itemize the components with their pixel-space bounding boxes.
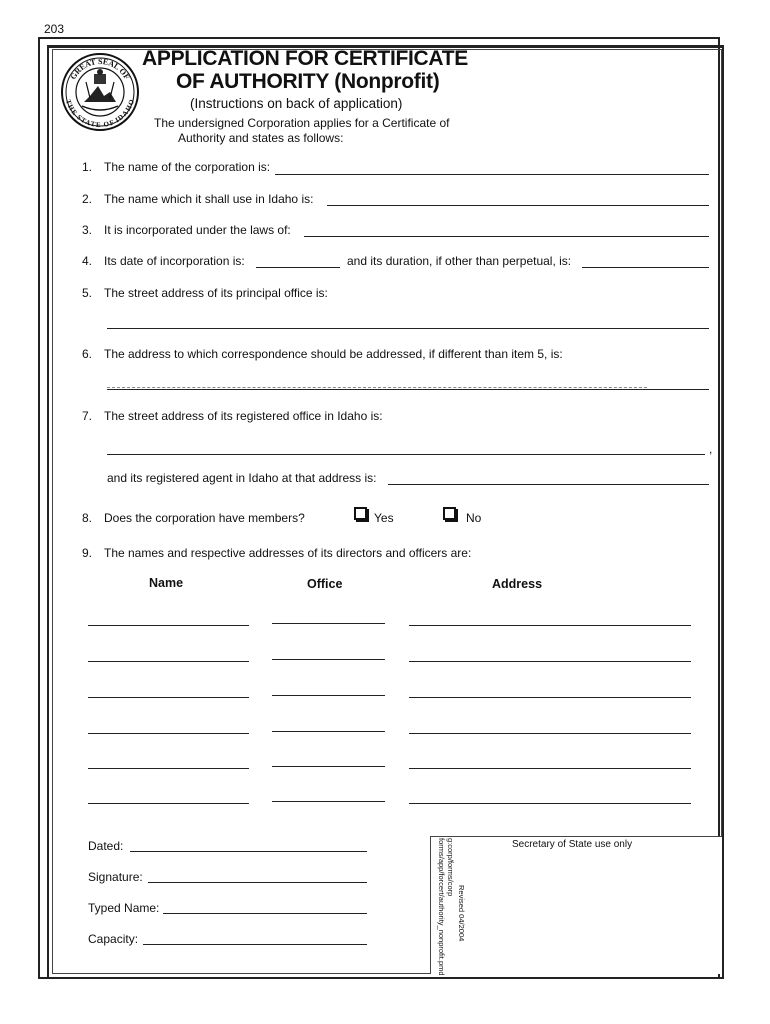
file-path-line1: g:corp/forms/corp — [446, 838, 455, 897]
seal-text-bottom: THE STATE OF IDAHO — [64, 98, 136, 130]
members-no-checkbox[interactable] — [443, 507, 456, 520]
item-7-label: The street address of its registered office in Idaho is: — [104, 409, 383, 423]
registered-agent-field[interactable] — [388, 484, 709, 485]
correspondence-address-field[interactable] — [107, 389, 709, 390]
item-5-number: 5. — [82, 286, 93, 300]
item-2-number: 2. — [82, 192, 93, 206]
officer-office-field-5[interactable] — [272, 766, 385, 767]
item-5-label: The street address of its principal office is: — [104, 286, 328, 300]
members-yes-label: Yes — [374, 511, 394, 525]
officer-office-field-2[interactable] — [272, 659, 385, 660]
officer-address-field-5[interactable] — [409, 768, 691, 769]
seal-text-top: GREAT SEAL OF — [68, 56, 132, 82]
typed-name-label: Typed Name: — [88, 901, 160, 915]
form-title-line2: OF AUTHORITY (Nonprofit) — [176, 70, 440, 93]
typed-name-field[interactable] — [163, 913, 367, 914]
principal-office-address-field[interactable] — [107, 328, 709, 329]
officer-office-field-3[interactable] — [272, 695, 385, 696]
intro-text-line2: Authority and states as follows: — [178, 131, 344, 145]
column-header-name: Name — [149, 576, 184, 590]
item-3-number: 3. — [82, 223, 93, 237]
officer-office-field-1[interactable] — [272, 623, 385, 624]
officer-name-field-2[interactable] — [88, 661, 249, 662]
item-2-label: The name which it shall use in Idaho is: — [104, 192, 314, 206]
dated-label: Dated: — [88, 839, 124, 853]
officer-address-field-4[interactable] — [409, 733, 691, 734]
officer-address-field-1[interactable] — [409, 625, 691, 626]
officer-office-field-6[interactable] — [272, 801, 385, 802]
revised-date: Revised 04/2004 — [457, 885, 466, 942]
officer-address-field-3[interactable] — [409, 697, 691, 698]
officer-name-field-3[interactable] — [88, 697, 249, 698]
officer-address-field-6[interactable] — [409, 803, 691, 804]
corporation-name-field[interactable] — [275, 174, 709, 175]
correspondence-address-faint-line — [107, 387, 647, 388]
idaho-name-field[interactable] — [327, 205, 709, 206]
signature-label: Signature: — [88, 870, 143, 884]
item-8-label: Does the corporation have members? — [104, 511, 305, 525]
item-4-number: 4. — [82, 254, 93, 268]
officer-address-field-2[interactable] — [409, 661, 691, 662]
instructions-note: (Instructions on back of application) — [190, 96, 403, 111]
item-4-duration-label: and its duration, if other than perpetual, is: — [347, 254, 572, 268]
form-title-line1: APPLICATION FOR CERTIFICATE — [142, 47, 468, 70]
members-no-label: No — [466, 511, 482, 525]
capacity-field[interactable] — [143, 944, 367, 945]
officer-office-field-4[interactable] — [272, 731, 385, 732]
secretary-of-state-use-box — [430, 836, 722, 974]
incorporation-laws-field[interactable] — [304, 236, 709, 237]
item-7-comma: , — [709, 442, 713, 456]
officer-name-field-5[interactable] — [88, 768, 249, 769]
column-header-office: Office — [307, 577, 343, 591]
item-8-number: 8. — [82, 511, 93, 525]
officer-name-field-6[interactable] — [88, 803, 249, 804]
registered-agent-label: and its registered agent in Idaho at that address is: — [107, 471, 377, 485]
item-3-label: It is incorporated under the laws of: — [104, 223, 291, 237]
item-9-number: 9. — [82, 546, 93, 560]
incorporation-date-field[interactable] — [256, 267, 340, 268]
idaho-state-seal-icon — [60, 52, 140, 132]
registered-office-address-field[interactable] — [107, 454, 705, 455]
capacity-label: Capacity: — [88, 932, 139, 946]
file-path-line2: forms/app/forcert/authority_nonprofit.pmd — [437, 838, 446, 976]
secretary-of-state-use-label: Secretary of State use only — [512, 839, 633, 850]
item-7-number: 7. — [82, 409, 93, 423]
form-number: 203 — [44, 22, 65, 36]
signature-field[interactable] — [148, 882, 367, 883]
item-1-number: 1. — [82, 160, 93, 174]
svg-text:THE STATE OF IDAHO — [64, 98, 136, 129]
item-6-number: 6. — [82, 347, 93, 361]
item-4-label: Its date of incorporation is: — [104, 254, 245, 268]
officer-name-field-1[interactable] — [88, 625, 249, 626]
duration-field[interactable] — [582, 267, 709, 268]
officer-name-field-4[interactable] — [88, 733, 249, 734]
intro-text-line1: The undersigned Corporation applies for a Certificate of — [154, 116, 450, 130]
dated-field[interactable] — [130, 851, 367, 852]
members-yes-checkbox[interactable] — [354, 507, 367, 520]
item-6-label: The address to which correspondence should be addressed, if different than item 5, is: — [104, 347, 563, 361]
item-9-label: The names and respective addresses of its directors and officers are: — [104, 546, 472, 560]
column-header-address: Address — [492, 577, 543, 591]
item-1-label: The name of the corporation is: — [104, 160, 271, 174]
